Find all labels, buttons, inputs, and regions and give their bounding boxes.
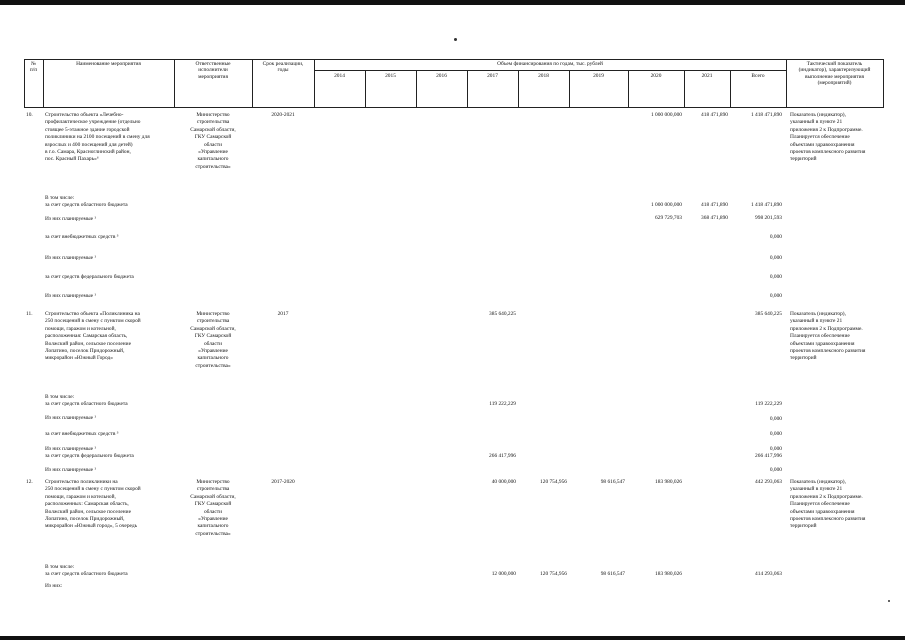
col-line	[883, 59, 884, 107]
sub-total: 0,000	[769, 255, 782, 261]
sub-value-2018: 120 754,956	[540, 571, 567, 577]
sub-label: Из них планируемые ¹	[45, 293, 96, 299]
sub-value-2021: 368 471,890	[701, 215, 728, 221]
sub-label: за счет внебюджетных средств ³	[45, 234, 119, 240]
row-name: Строительство объекта «Поликлиника на 250 посещений в смену с пунктом скорой помощи, гаражом и котельной, расположенная: Самарская область, Волжский район, сельское поселение Лопатино, поселок Придорожный, микрорайон «Южный Город»	[45, 311, 141, 362]
header-indicator: Тактический показатель (индикатор), характеризующий выполнение мероприятия (мероприятий)	[798, 61, 871, 87]
sub-total: 998 201,593	[755, 215, 782, 221]
sub-label: Из них:	[45, 583, 63, 589]
row-name: Строительство объекта «Лечебно- профилактическое учреждение (отдельно стоящее 5-этажное здание городской поликлиники на 2100 посещений в смену для взрослых и 400 посещений для детей) в г.о. Самара, Красноглинский район, пос. Красный Пахарь»⁶	[45, 112, 150, 163]
sub-label: В том числе: за счет средств областного бюджета	[45, 195, 128, 209]
row-number: 12.	[26, 479, 33, 485]
sub-value-2020: 629 729,703	[655, 215, 682, 221]
sub-total: 0,000 266 417,996	[755, 446, 782, 460]
sub-total: 0,000	[769, 467, 782, 473]
sub-value-2020: 1 000 000,000	[651, 202, 682, 208]
header-year: 2017	[487, 73, 498, 79]
sub-total: 1 418 471,890	[751, 202, 782, 208]
header-funding: Объем финансирования по годам, тыс. рублей	[497, 61, 603, 67]
sub-total: 0,000	[769, 234, 782, 240]
row-total: 385 640,225	[755, 311, 782, 317]
row-name: Строительство поликлиники на 250 посещений в смену с пунктом скорой помощи, гаражом и котельной, расположенных: Самарская область, Волжский район, сельское поселение Лопатино, поселок Придорожный, микрорайон «Южный город», 5 очередь	[45, 479, 141, 530]
header-year: 2015	[385, 73, 396, 79]
row-total: 1 418 471,890	[751, 112, 782, 118]
sub-value-2017: 12 000,000	[491, 571, 516, 577]
sub-label: Из них планируемые ¹	[45, 216, 96, 222]
sub-label: за счет внебюджетных средств ³	[45, 431, 119, 437]
years-header-line	[314, 70, 786, 71]
row-value-2021: 418 471,890	[701, 112, 728, 118]
sub-value-2020: 183 980,026	[655, 571, 682, 577]
header-num: № п/п	[29, 61, 38, 74]
sub-label: В том числе: за счет средств областного бюджета	[45, 564, 128, 578]
header-name: Наименование мероприятия	[76, 61, 141, 67]
row-number: 10.	[26, 112, 33, 118]
sub-total: 0,000	[769, 416, 782, 422]
row-responsible: Министерство строительства Самарской области, ГКУ Самарской области «Управление капитального строительства»	[190, 479, 236, 537]
sub-label: Из них планируемые ¹	[45, 415, 96, 421]
row-responsible: Министерство строительства Самарской области, ГКУ Самарской области «Управление капитального строительства»	[190, 311, 236, 369]
sub-value-2021: 418 471,890	[701, 202, 728, 208]
header-total: Всего	[751, 73, 765, 79]
row-value-2018: 120 754,956	[540, 479, 567, 485]
sub-total: 0,000	[769, 274, 782, 280]
sub-value-2017: 266 417,996	[489, 453, 516, 459]
row-number: 11.	[26, 311, 33, 317]
row-value-2020: 183 980,026	[655, 479, 682, 485]
sub-label: В том числе: за счет средств областного бюджета	[45, 394, 128, 408]
row-term: 2020-2021	[271, 112, 295, 118]
row-indicator: Показатель (индикатор), указанный в пункте 21 приложения 2 к Подпрограмме. Планируется обеспечение объектами здравоохранения проектов комплексного развития территорий	[790, 479, 866, 530]
scan-speck	[454, 38, 457, 41]
row-term: 2017	[277, 311, 289, 317]
header-year: 2020	[650, 73, 662, 79]
row-total: 442 293,063	[755, 479, 782, 485]
row-indicator: Показатель (индикатор), указанный в пункте 21 приложения 2 к Подпрограмме. Планируется обеспечение объектами здравоохранения проектов комплексного развития территорий	[790, 112, 866, 163]
row-value-2020: 1 000 000,000	[651, 112, 682, 118]
row-value-2017: 40 000,000	[491, 479, 516, 485]
scan-edge-top	[0, 0, 905, 5]
row-term: 2017-2020	[271, 479, 295, 485]
sub-total: 0,000	[769, 431, 782, 437]
sub-value-2017: 119 222,229	[489, 401, 516, 407]
sub-value-2019: 98 616,547	[600, 571, 625, 577]
header-year: 2019	[593, 73, 604, 79]
header-term: Срок реализации, годы	[262, 61, 304, 74]
header-year: 2018	[538, 73, 549, 79]
scan-edge-bottom	[0, 636, 905, 640]
sub-label: Из них планируемые ¹ за счет средств федерального бюджета	[45, 446, 134, 460]
header-year: 2021	[701, 73, 713, 79]
row-value-2019: 98 616,547	[600, 479, 625, 485]
sub-total: 414 293,063	[755, 571, 782, 577]
header-responsible: Ответственные исполнители мероприятия	[195, 61, 231, 80]
funding-table	[24, 59, 884, 619]
scan-speck	[888, 600, 890, 602]
sub-total: 0,000	[769, 293, 782, 299]
row-indicator: Показатель (индикатор), указанный в пункте 21 приложения 2 к Подпрограмме. Планируется обеспечение объектами здравоохранения проектов комплексного развития территорий	[790, 311, 866, 362]
header-year: 2014	[334, 73, 345, 79]
sub-total: 119 222,229	[755, 401, 782, 407]
header-year: 2016	[436, 73, 447, 79]
sub-label: Из них планируемые ¹	[45, 255, 96, 261]
header-bottom-line	[24, 107, 884, 108]
table-border-top	[24, 59, 884, 60]
row-value-2017: 385 640,225	[489, 311, 516, 317]
row-responsible: Министерство строительства Самарской области, ГКУ Самарской области «Управление капитального строительства»	[190, 112, 236, 170]
sub-label: Из них планируемые ¹	[45, 467, 96, 473]
sub-label: за счет средств федерального бюджета	[45, 274, 134, 280]
